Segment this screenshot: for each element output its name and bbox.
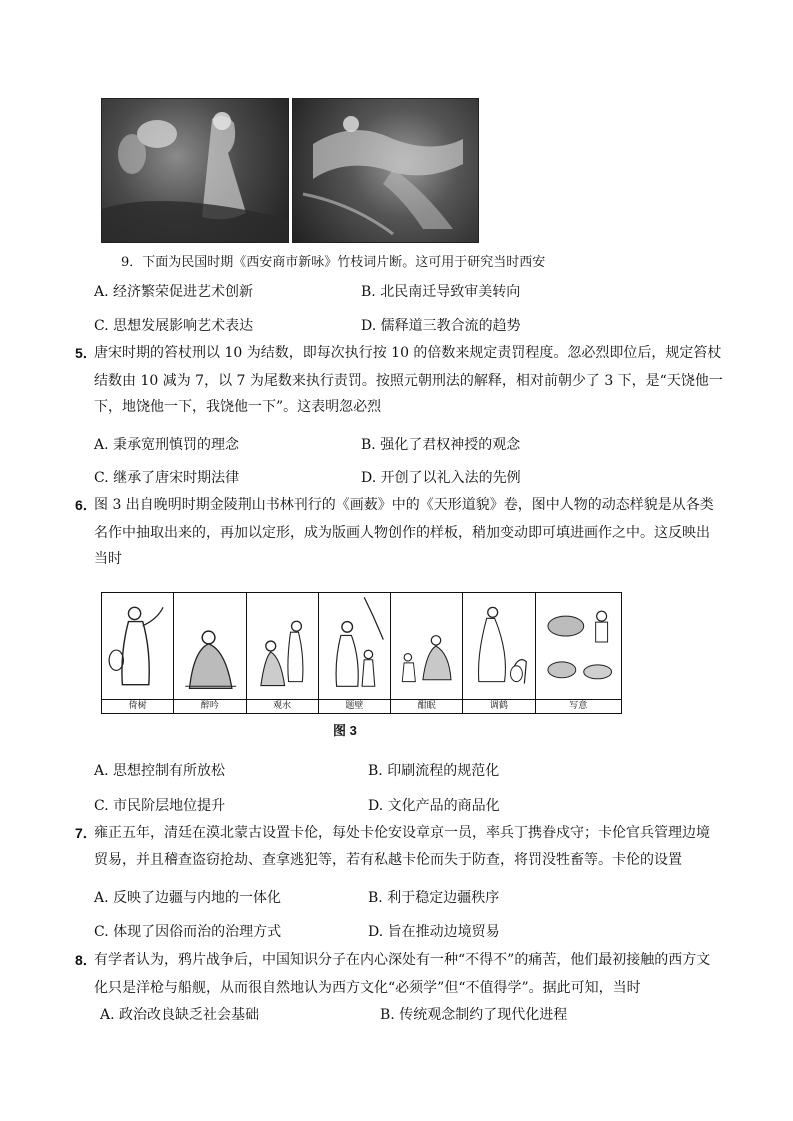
q7-number: 7． bbox=[75, 825, 97, 841]
q5-number: 5． bbox=[75, 345, 97, 361]
mural-photo-right bbox=[292, 98, 479, 243]
two-figures-watching-water-illustration bbox=[247, 593, 318, 699]
q7-stem-line: 雍正五年，清廷在漠北蒙古设置卡伦，每处卡伦安设章京一员，率兵丁携眷戍守；卡伦官兵管理边境 bbox=[94, 825, 710, 841]
q6-option-c[interactable]: C. 市民阶层地位提升 bbox=[94, 798, 226, 814]
fig3-panel-label: 观水 bbox=[247, 699, 318, 713]
fig3-panel-art bbox=[174, 593, 245, 699]
fig3-panel bbox=[102, 593, 174, 713]
q6-stem-line: 图 3 出自晚明时期金陵荆山书林刊行的《画薮》中的《天形道貌》卷，图中人物的动态样貌是从各类 bbox=[94, 497, 714, 513]
fig3-panel-label: 题壁 bbox=[319, 699, 390, 713]
q8-option-a[interactable]: A. 政治改良缺乏社会基础 bbox=[100, 1007, 260, 1023]
mural-flying-figure-illustration bbox=[293, 99, 478, 242]
q5-option-b[interactable]: B. 强化了君权神授的观念 bbox=[361, 437, 521, 453]
fig3-panel-art bbox=[463, 593, 534, 699]
fig3-panel-label: 调鹤 bbox=[463, 699, 534, 713]
q8-stem-line: 化只是洋枪与船舰，从而很自然地认为西方文化“必须学”但“不值得学”。据此可知，当时 bbox=[94, 980, 641, 996]
writing-on-wall-illustration bbox=[319, 593, 390, 699]
fig3-panel-label: 倚树 bbox=[102, 699, 173, 713]
sleeping-figures-illustration bbox=[391, 593, 462, 699]
q9-stem: 9．下面为民国时期《西安商市新咏》竹枝词片断。这可用于研究当时西安 bbox=[121, 255, 546, 270]
fig3-panel-label: 写意 bbox=[536, 699, 622, 713]
fig3-panel-art bbox=[319, 593, 390, 699]
fig3-panel-label: 醉吟 bbox=[174, 699, 245, 713]
q5-option-a[interactable]: A. 秉承宽刑慎罚的理念 bbox=[94, 437, 240, 453]
q5-stem-line: 下，地饶他一下，我饶他一下”。这表明忽必烈 bbox=[94, 399, 382, 415]
q7-option-d[interactable]: D. 旨在推动边境贸易 bbox=[368, 924, 500, 940]
fig3-panel bbox=[391, 593, 463, 713]
q6-number: 6． bbox=[75, 497, 97, 513]
q8-option-b[interactable]: B. 传统观念制约了现代化进程 bbox=[380, 1007, 568, 1023]
mural-photo-left bbox=[101, 98, 289, 243]
q7-option-b[interactable]: B. 利于稳定边疆秩序 bbox=[368, 890, 500, 906]
q6-stem-line: 名作中抽取出来的，再加以定形，成为版画人物创作的样板，稍加变动即可填进画作之中。这反映出 bbox=[94, 525, 710, 541]
q7-option-a[interactable]: A. 反映了边疆与内地的一体化 bbox=[94, 890, 282, 906]
figure-3-caption: 图 3 bbox=[333, 723, 357, 738]
q8-number: 8． bbox=[75, 952, 97, 968]
freehand-sketch-groups-illustration bbox=[536, 593, 622, 699]
q9-option-b[interactable]: B. 北民南迁导致审美转向 bbox=[361, 284, 521, 300]
q6-stem-line: 当时 bbox=[94, 551, 122, 567]
standing-scholar-illustration bbox=[102, 593, 173, 699]
figure-3-woodcut-strip bbox=[101, 592, 622, 714]
q9-option-c[interactable]: C. 思想发展影响艺术表达 bbox=[94, 318, 254, 334]
q9-option-a[interactable]: A. 经济繁荣促进艺术创新 bbox=[94, 284, 254, 300]
q6-option-a[interactable]: A. 思想控制有所放松 bbox=[94, 763, 226, 779]
fig3-panel-art bbox=[391, 593, 462, 699]
fig3-panel bbox=[536, 593, 622, 713]
seated-drunk-figure-illustration bbox=[174, 593, 245, 699]
fig3-panel bbox=[319, 593, 391, 713]
q7-option-c[interactable]: C. 体现了因俗而治的治理方式 bbox=[94, 924, 282, 940]
mural-figure-illustration bbox=[102, 99, 288, 242]
figure-with-crane-illustration bbox=[463, 593, 534, 699]
fig3-panel bbox=[463, 593, 535, 713]
fig3-panel-label: 酣眠 bbox=[391, 699, 462, 713]
q5-option-d[interactable]: D. 开创了以礼入法的先例 bbox=[361, 470, 521, 486]
q5-stem-line: 唐宋时期的笞杖刑以 10 为结数，即每次执行按 10 的倍数来规定责罚程度。忽必烈即位后，规定笞杖 bbox=[94, 345, 722, 361]
q6-option-d[interactable]: D. 文化产品的商品化 bbox=[368, 798, 500, 814]
fig3-panel-art bbox=[536, 593, 622, 699]
q8-stem-line: 有学者认为，鸦片战争后，中国知识分子在内心深处有一种“不得不”的痛苦，他们最初接触的西方文 bbox=[94, 952, 711, 968]
fig3-panel-art bbox=[102, 593, 173, 699]
fig3-panel bbox=[247, 593, 319, 713]
q5-stem-line: 结数由 10 减为 7，以 7 为尾数来执行责罚。按照元朝刑法的解释，相对前朝少了 3 下，是“天饶他一 bbox=[94, 373, 723, 389]
q6-option-b[interactable]: B. 印刷流程的规范化 bbox=[368, 763, 500, 779]
q7-stem-line: 贸易，并且稽查盗窃抢劫、查拿逃犯等，若有私越卡伦而失于防查，将罚没牲畜等。卡伦的设置 bbox=[94, 852, 682, 868]
fig3-panel bbox=[174, 593, 246, 713]
q9-option-d[interactable]: D. 儒释道三教合流的趋势 bbox=[361, 318, 521, 334]
fig3-panel-art bbox=[247, 593, 318, 699]
q5-option-c[interactable]: C. 继承了唐宋时期法律 bbox=[94, 470, 240, 486]
